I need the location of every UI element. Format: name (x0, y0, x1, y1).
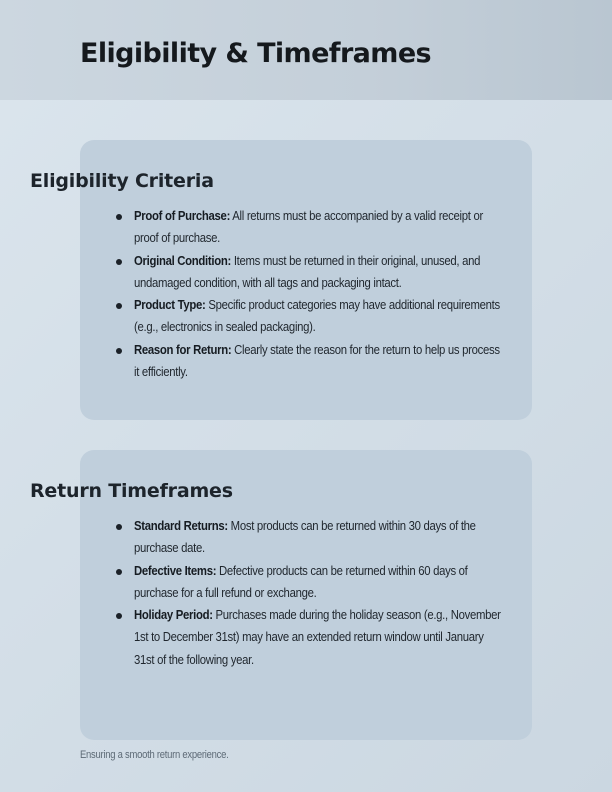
item-text: Specific product categories may have additional requirements (e.g., electronics in sealed packaging). (134, 297, 500, 335)
timeframes-list (110, 515, 504, 671)
item-label: Defective Items: (134, 562, 217, 578)
item-label: Original Condition: (134, 252, 231, 268)
item-text: Purchases made during the holiday season (e.g., November 1st to December 31st) may have an extended return window until January 31st of the following year. (134, 607, 501, 667)
section-title: Eligibility Criteria (30, 170, 214, 192)
item-label: Product Type: (134, 297, 206, 313)
item-text: Items must be returned in their original, unused, and undamaged condition, with all tags and packaging intact. (134, 252, 481, 290)
item-text: Clearly state the reason for the return to help us process it efficiently. (134, 341, 500, 380)
item-label: Proof of Purchase: (134, 208, 231, 223)
item-label: Holiday Period: (134, 607, 213, 623)
footer-note: Ensuring a smooth return experience. (80, 749, 229, 761)
list-item (110, 339, 504, 384)
list-item (110, 294, 504, 339)
section-title: Return Timeframes (30, 480, 233, 502)
item-text: Most products can be returned within 30 days of the purchase date. (134, 518, 476, 556)
list-item (110, 250, 504, 295)
list-item (110, 205, 504, 250)
return-timeframes-card (30, 450, 532, 740)
page-header (0, 0, 612, 100)
page-title: Eligibility & Timeframes (80, 38, 431, 69)
eligibility-criteria-card (30, 140, 532, 420)
list-item (110, 604, 504, 671)
item-label: Standard Returns: (134, 518, 228, 533)
item-text: Defective products can be returned within 60 days of purchase for a full refund or exchange. (134, 562, 468, 600)
item-text: All returns must be accompanied by a valid receipt or proof of purchase. (134, 208, 483, 246)
list-item (110, 560, 504, 605)
list-item (110, 515, 504, 560)
item-label: Reason for Return: (134, 341, 232, 357)
eligibility-list (110, 205, 504, 383)
